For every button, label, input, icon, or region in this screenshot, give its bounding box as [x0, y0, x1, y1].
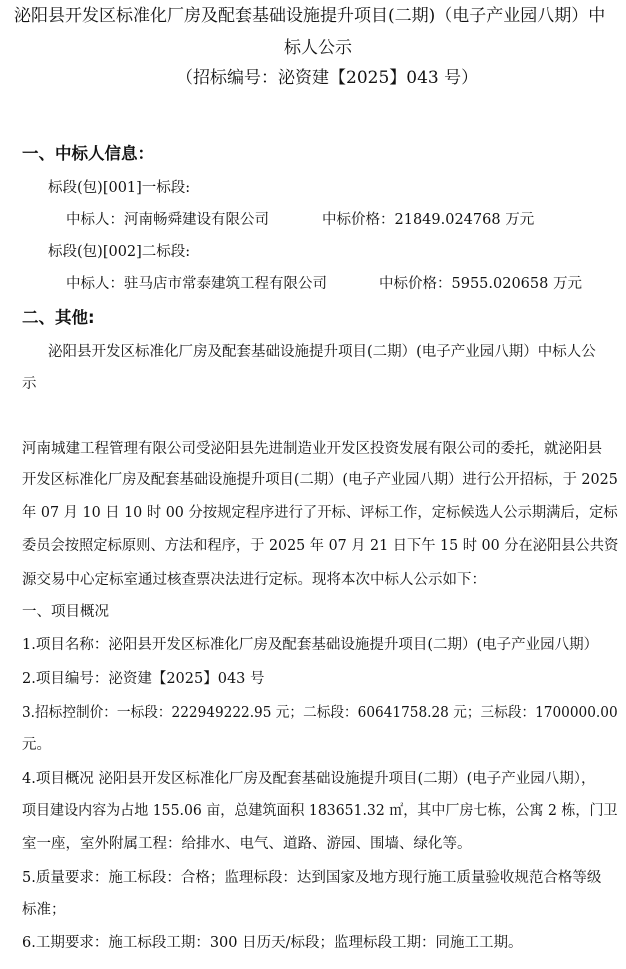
lot1-winner: 中标人：河南畅舜建设有限公司	[66, 212, 269, 228]
lot2-price: 中标价格：5955.020658 万元	[379, 276, 582, 292]
item-quality-line-2: 标准；	[22, 902, 66, 918]
item-schedule: 6.工期要求：施工标段工期：300 日历天/标段；监理标段工期：同施工工期。	[22, 935, 523, 951]
item-control-price-line-2: 元。	[22, 737, 51, 753]
item-quality-line-1: 5.质量要求：施工标段：合格；监理标段：达到国家及地方现行施工质量验收规范合格等级	[22, 870, 602, 886]
paragraph-line-4: 委员会按照定标原则、方法和程序，于 2025 年 07 月 21 日下午 15 时 00 分在泌阳县公共资	[22, 538, 619, 554]
paragraph-line-5: 源交易中心定标室通过核查票决法进行定标。现将本次中标人公示如下：	[22, 572, 486, 588]
paragraph-line-3: 年 07 月 10 日 10 时 00 分按规定程序进行了开标、评标工作，定标候选人公示期满后，定标	[22, 505, 618, 521]
lot2-label: 标段(包)[002]二标段:	[48, 244, 191, 260]
item-overview-line-3: 室一座，室外附属工程：给排水、电气、道路、游园、围墙、绿化等。	[22, 836, 472, 852]
title-line-2: 标人公示	[284, 38, 352, 58]
section-other-heading: 二、其他:	[22, 308, 95, 327]
item-project-name: 1.项目名称：泌阳县开发区标准化厂房及配套基础设施提升项目(二期）(电子产业园八期）	[22, 637, 599, 653]
notice-subject-line-1: 泌阳县开发区标准化厂房及配套基础设施提升项目(二期）(电子产业园八期）中标人公	[48, 344, 596, 360]
lot1-price: 中标价格：21849.024768 万元	[322, 212, 535, 228]
paragraph-line-1: 河南城建工程管理有限公司受泌阳县先进制造业开发区投资发展有限公司的委托，就泌阳县	[22, 441, 602, 457]
title-line-1: 泌阳县开发区标准化厂房及配套基础设施提升项目(二期)（电子产业园八期）中	[14, 6, 606, 26]
item-project-number: 2.项目编号：泌资建【2025】043 号	[22, 671, 265, 687]
paragraph-line-2: 开发区标准化厂房及配套基础设施提升项目(二期）(电子产业园八期）进行公开招标，于 2025	[22, 472, 618, 488]
notice-subject-line-2: 示	[22, 376, 37, 392]
item-overview-line-1: 4.项目概况 泌阳县开发区标准化厂房及配套基础设施提升项目(二期）(电子产业园八期），	[22, 771, 596, 787]
item-control-price-line-1: 3.招标控制价：一标段：222949222.95 元；二标段：60641758.28 元；三标段：1700000.00	[22, 705, 618, 721]
lot1-label: 标段(包)[001]一标段:	[48, 180, 191, 196]
lot2-winner: 中标人：驻马店市常泰建筑工程有限公司	[66, 276, 327, 292]
title-tender-number: （招标编号：泌资建【2025】043 号）	[176, 68, 479, 88]
item-overview-line-2: 项目建设内容为占地 155.06 亩，总建筑面积 183651.32 ㎡，其中厂房七栋，公寓 2 栋，门卫	[22, 803, 618, 819]
section-winner-info-heading: 一、中标人信息：	[22, 144, 154, 163]
project-overview-heading: 一、项目概况	[22, 604, 109, 620]
